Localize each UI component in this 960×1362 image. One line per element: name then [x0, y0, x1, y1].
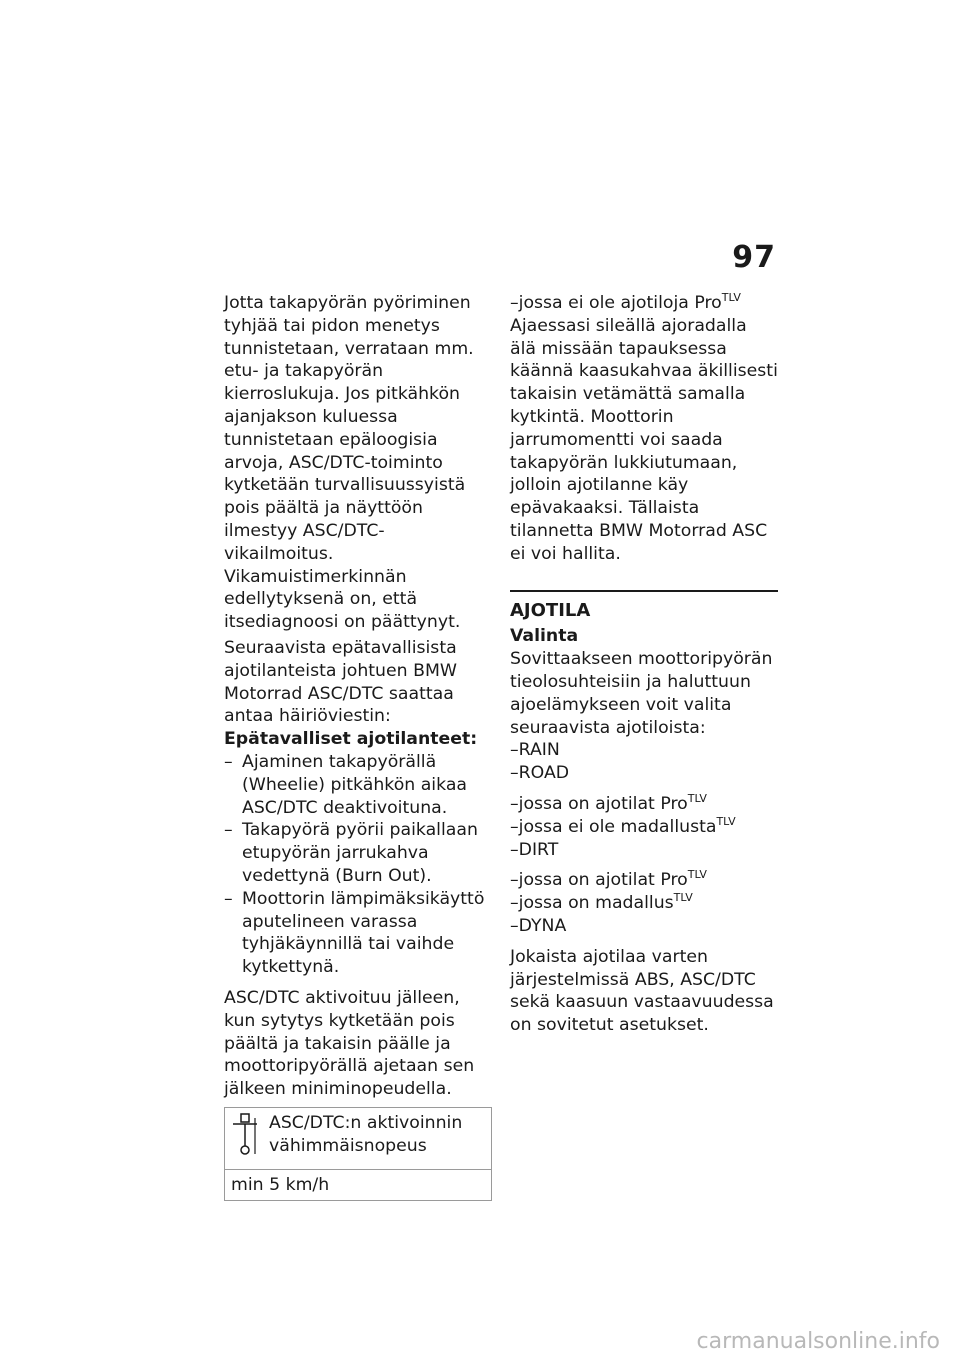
section-divider — [510, 590, 778, 592]
right-column — [510, 292, 778, 1037]
list-item-text: Ajaminen takapyörällä (Wheelie) pitkähkön aikaa ASC/DTC deaktivoituna. — [242, 751, 467, 818]
mode-dyna: DYNA — [518, 915, 567, 936]
page-number: 97 — [732, 240, 776, 275]
reactivation-paragraph: ASC/DTC aktivoituu jälleen, kun sytytys kytketään pois päältä ja takaisin päälle ja moottoripyörällä ajetaan sen jälkeen miniminopeudella. — [224, 987, 475, 1100]
list-item — [510, 915, 778, 938]
dash-bullet: – — [224, 820, 233, 841]
list-item — [510, 839, 778, 862]
list-item — [224, 751, 492, 819]
dash-bullet: – — [224, 888, 233, 909]
superscript-note: TLV — [673, 891, 693, 905]
superscript-note: TLV — [687, 791, 707, 805]
list-item-text: Takapyörä pyörii paikallaan etupyörän jarrukahva vedettynä (Burn Out). — [242, 820, 478, 886]
dash-bullet: – — [224, 751, 233, 772]
mode-dirt: DIRT — [518, 839, 559, 860]
table-row — [225, 1107, 492, 1169]
list-item — [510, 869, 778, 892]
left-column — [224, 292, 492, 1201]
list-item-text: jossa on ajotilat Pro — [518, 793, 688, 814]
list-item — [510, 762, 778, 785]
unusual-situations-intro: Seuraavista epätavallisista ajotilanteista johtuen BMW Motorrad ASC/DTC saattaa antaa häiriöviestin: — [224, 637, 457, 727]
list-item — [224, 888, 492, 979]
speedometer-gauge-icon — [231, 1112, 259, 1165]
superscript-note: TLV — [721, 291, 741, 304]
list-item — [510, 292, 778, 315]
watermark: carmanualsonline.info — [696, 1329, 940, 1354]
intro-paragraph: Jotta takapyörän pyöriminen tyhjää tai pidon menetys tunnistetaan, verrataan mm. etu- ja takapyörän kierroslukuja. Jos pitkähkön ajanjakson kuluessa tunnistetaan epäloogisia arvoja, ASC/DTC-toiminto kytketään turvallisuussyistä pois päältä ja näyttöön ilmestyy ASC/DTC-vikailmoitus. Vikamuistimerkinnän edellytyksenä on, että itsediagnoosi on päättynyt. — [224, 293, 474, 633]
list-item — [510, 793, 778, 816]
table-row — [225, 1169, 492, 1201]
list-item-text: jossa ei ole ajotiloja Pro — [518, 293, 722, 313]
dash-bullet: – — [510, 740, 519, 761]
list-item — [510, 816, 778, 839]
mode-road: ROAD — [518, 763, 570, 784]
spec-header-cell — [225, 1107, 492, 1169]
settings-paragraph: Jokaista ajotilaa varten järjestelmissä ABS, ASC/DTC sekä kaasuun vastaavuudessa on sovitetut asetukset. — [510, 946, 774, 1036]
dash-bullet: – — [510, 893, 519, 914]
unusual-situations-heading: Epätavalliset ajotilanteet: — [224, 729, 478, 750]
dash-bullet: – — [510, 915, 519, 936]
warning-paragraph: Ajaessasi sileällä ajoradalla älä missään tapauksessa käännä kaasukahvaa äkillisesti takaisin vetämättä samalla kytkintä. Moottorin jarrumomentti voi saada takapyörän lukkiutumaan, jolloin ajotilanne käy epävakaaksi. Tällaista tilannetta BMW Motorrad ASC ei voi hallita. — [510, 315, 778, 564]
superscript-note: TLV — [716, 814, 736, 828]
superscript-note: TLV — [687, 868, 707, 882]
list-item-text: jossa on ajotilat Pro — [518, 870, 688, 891]
list-item-text: jossa on madallus — [518, 893, 674, 914]
spec-header-text: ASC/DTC:n aktivoinnin vähimmäisnopeus — [269, 1112, 463, 1156]
list-item-text: jossa ei ole madallusta — [518, 816, 717, 837]
dash-bullet: – — [510, 839, 519, 860]
section-title: AJOTILA — [510, 599, 591, 621]
list-item — [224, 819, 492, 887]
subsection-title: Valinta — [510, 626, 579, 647]
spec-table — [224, 1107, 492, 1202]
dash-bullet: – — [510, 816, 519, 837]
spec-value-cell: min 5 km/h — [225, 1169, 492, 1201]
dash-bullet: – — [510, 763, 519, 784]
list-item — [510, 892, 778, 915]
list-item — [510, 739, 778, 762]
selection-paragraph: Sovittaakseen moottoripyörän tieolosuhteisiin ja haluttuun ajoelämykseen voit valita seuraavista ajotiloista: — [510, 649, 773, 738]
mode-rain: RAIN — [518, 740, 560, 761]
list-item-text: Moottorin lämpimäksikäyttö aputelineen varassa tyhjäkäynnillä tai vaihde kytkettynä. — [242, 888, 485, 978]
dash-bullet: – — [510, 293, 519, 313]
dash-bullet: – — [510, 870, 519, 891]
dash-bullet: – — [510, 793, 519, 814]
